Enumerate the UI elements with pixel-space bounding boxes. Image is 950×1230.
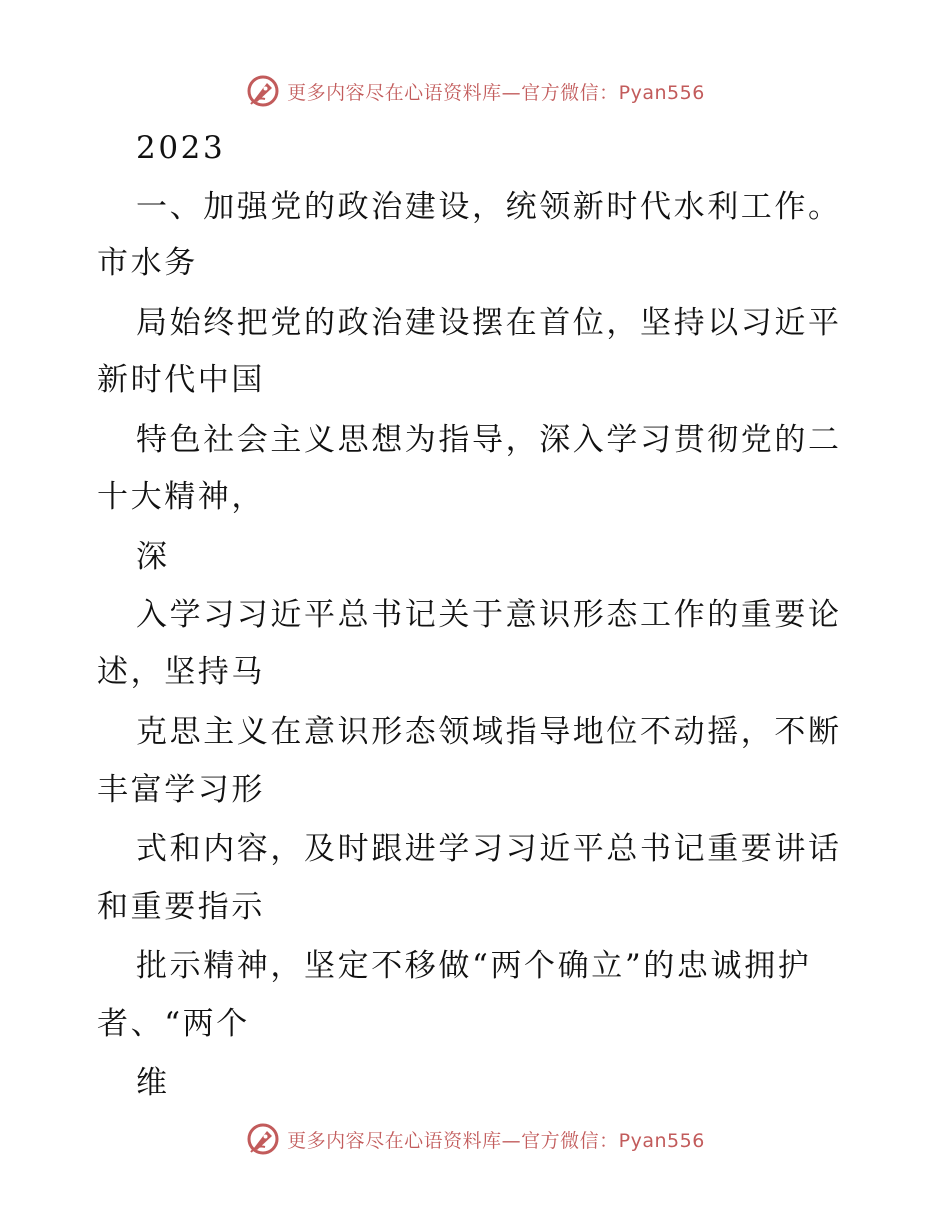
footer-watermark-banner: [0, 1119, 950, 1159]
body-line: 十大精神，: [97, 479, 265, 515]
body-line: 入学习习近平总书记关于意识形态工作的重要论: [136, 597, 842, 633]
body-line: 市水务: [97, 245, 198, 281]
body-line: 新时代中国: [97, 362, 265, 398]
body-line: 局始终把党的政治建设摆在首位，坚持以习近平: [136, 305, 842, 341]
body-line: 述，坚持马: [97, 654, 265, 690]
body-line: 维: [136, 1065, 170, 1101]
pen-nib-logo-icon: [245, 73, 281, 109]
body-line: 批示精神，坚定不移做“两个确立”的忠诚拥护: [136, 948, 812, 984]
body-line: 深: [136, 539, 170, 575]
body-line: 丰富学习形: [97, 772, 265, 808]
header-watermark-banner: [0, 71, 950, 111]
body-line: 式和内容，及时跟进学习习近平总书记重要讲话: [136, 831, 842, 867]
body-line: 特色社会主义思想为指导，深入学习贯彻党的二: [136, 422, 842, 458]
header-watermark-text: 更多内容尽在心语资料库—官方微信：Pyan556: [287, 81, 705, 104]
pen-nib-logo-icon: [245, 1121, 281, 1157]
body-line: 者、“两个: [97, 1006, 250, 1042]
body-line: 2023: [136, 130, 226, 166]
body-line: 一、加强党的政治建设，统领新时代水利工作。: [136, 189, 842, 225]
footer-watermark-text: 更多内容尽在心语资料库—官方微信：Pyan556: [287, 1129, 705, 1152]
body-line: 和重要指示: [97, 889, 265, 925]
body-line: 克思主义在意识形态领域指导地位不动摇，不断: [136, 714, 842, 750]
